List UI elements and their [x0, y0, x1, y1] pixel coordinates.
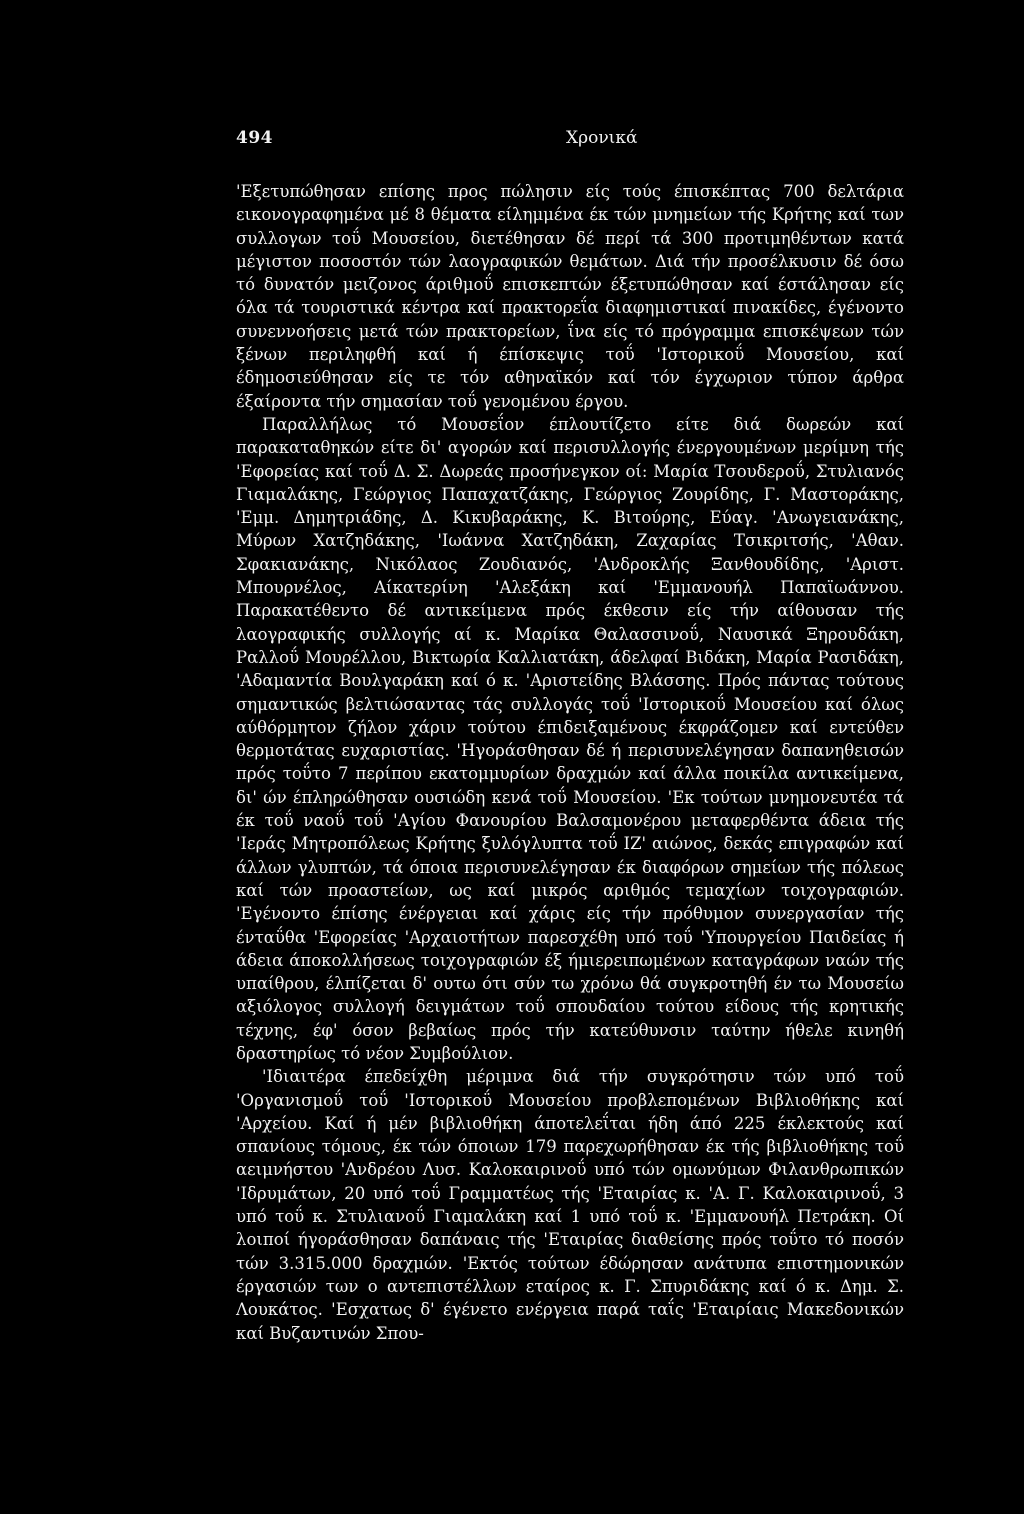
- paragraph-donations-and-acquisitions: Παραλλήλως τό Μουσεΐον έπλουτίζετο είτε διά δωρεών καί παρακαταθηκών είτε δι' αγορών καί περισυλλογής ένεργουμένων μερίμνη τής 'Εφορείας καί τοΰ Δ. Σ. Δωρεάς προσήνεγκον οί: Μαρία Τσουδεροΰ, Στυλιανός Γιαμαλάκης, Γεώργιος Παπαχατζάκης, Γεώργιος Ζουρίδης, Γ. Μαστοράκης, 'Εμμ. Δημητριάδης, Δ. Κικυβαράκης, Κ. Βιτούρης, Εύαγ. 'Ανωγειανάκης, Μύρων Χατζηδάκης, 'Ιωάννα Χατζηδάκη, Ζαχαρίας Τσικριτσής, 'Αθαν. Σφακιανάκης, Νικόλαος Ζουδιανός, 'Ανδροκλής Ξανθουδίδης, 'Αριστ. Μπουρνέλος, Αίκατερίνη 'Αλεξάκη καί 'Εμμανουήλ Παπαϊωάννου. Παρακατέθεντο δέ αντικείμενα πρός έκθεσιν είς τήν αίθουσαν τής λαογραφικής συλλογής αί κ. Μαρίκα Θαλασσινοΰ, Ναυσικά Ξηρουδάκη, Ραλλοΰ Μουρέλλου, Βικτωρία Καλλιατάκη, άδελφαί Βιδάκη, Μαρία Ρασιδάκη, 'Αδαμαντία Βουλγαράκη καί ό κ. 'Αριστείδης Βλάσσης. Πρός πάντας τούτους σημαντικώς βελτιώσαντας τάς συλλογάς τοΰ 'Ιστορικοΰ Μουσείου καί όλως αύθόρμητον ζήλον χάριν τούτου έπιδειξαμένους έκφράζομεν καί εντεύθεν θερμοτάτας ευχαριστίας. 'Ηγοράσθησαν δέ ή περισυνελέγησαν δαπανηθεισών πρός τοΰτο 7 περίπου εκατομμυρίων δραχμών καί άλλα ποικίλα αντικείμενα, δι' ών έπληρώθησαν ουσιώδη κενά τοΰ Μουσείου. 'Εκ τούτων μνημονευτέα τά έκ τοΰ ναοΰ τοΰ 'Αγίου Φανουρίου Βαλσαμονέρου μεταφερθέντα άδεια τής 'Ιεράς Μητροπόλεως Κρήτης ξυλόγλυπτα τοΰ ΙΖ' αιώνος, δεκάς επιγραφών καί άλλων γλυπτών, τά όποια περισυνελέγησαν έκ διαφόρων σημείων τής πόλεως καί τών προαστείων, ως καί μικρός αριθμός τεμαχίων τοιχογραφιών. 'Εγένοντο έπίσης ένέργειαι καί χάρις είς τήν πρόθυμον συνεργασίαν τής ένταΰθα 'Εφορείας 'Αρχαιοτήτων παρεσχέθη υπό τοΰ 'Υπουργείου Παιδείας ή άδεια άποκολλήσεως τοιχογραφιών έξ ήμιερειπωμένων καταγράφων ναών τής υπαίθρου, έλπίζεται δ' ουτω ότι σύν τω χρόνω θά συγκροτηθή έν τω Μουσείω αξιόλογος συλλογή δειγμάτων τοΰ σπουδαίου τούτου είδους τής κρητικής τέχνης, έφ' όσον βεβαίως πρός τήν κατεύθυνσιν ταύτην ήθελε κινηθή δραστηρίως τό νέον Συμβούλιον.: [236, 414, 904, 1063]
- running-head: [236, 128, 904, 158]
- paragraph-postcards-and-promotion: 'Εξετυπώθησαν επίσης προς πώλησιν είς τούς έπισκέπτας 700 δελτάρια εικονογραφημένα μέ 8 θέματα είλημμένα έκ τών μνημείων τής Κρήτης καί των συλλογων τοΰ Μουσείου, διετέθησαν δέ περί τά 300 προτιμηθέντων κατά μέγιστον ποσοστόν τών λαογραφικών θεμάτων. Διά τήν προσέλκυσιν δέ όσω τό δυνατόν μειζονος άριθμοΰ επισκεπτών έξετυπώθησαν καί έστάλησαν είς όλα τά τουριστικά κέντρα καί πρακτορεΐα διαφημιστικαί πινακίδες, έγένοντο συνεννοήσεις μετά τών πρακτορείων, ΐνα είς τό πρόγραμμα επισκέψεων τών ξένων περιληφθή καί ή έπίσκεψις τοΰ 'Ιστορικοΰ Μουσείου, καί έδημοσιεύθησαν είς τε τόν αθηναϊκόν καί τόν έγχωριον τύπον άρθρα έξαίροντα τήν σημασίαν τοΰ γενομένου έργου.: [236, 182, 904, 411]
- paragraph-library-and-archive: 'Ιδιαιτέρα έπεδείχθη μέριμνα διά τήν συγκρότησιν τών υπό τοΰ 'Οργανισμοΰ τοΰ 'Ιστορικοΰ Μουσείου προβλεπομένων Βιβλιοθήκης καί 'Αρχείου. Καί ή μέν βιβλιοθήκη άποτελεΐται ήδη άπό 225 έκλεκτούς καί σπανίους τόμους, έκ τών όποιων 179 παρεχωρήθησαν έκ τής βιβλιοθήκης τοΰ αειμνήστου 'Ανδρέου Λυσ. Καλοκαιρινοΰ υπό τών ομωνύμων Φιλανθρωπικών 'Ιδρυμάτων, 20 υπό τοΰ Γραμματέως τής 'Εταιρίας κ. 'Α. Γ. Καλοκαιρινοΰ, 3 υπό τοΰ κ. Στυλιανοΰ Γιαμαλάκη καί 1 υπό τοΰ κ. 'Εμμανουήλ Πετράκη. Οί λοιποί ήγοράσθησαν δαπάναις τής 'Εταιρίας διαθείσης πρός τοΰτο τό ποσόν τών 3.315.000 δραχμών. 'Εκτός τούτων έδώρησαν ανάτυπα επιστημονικών έργασιών των ο αντεπιστέλλων εταίρος κ. Γ. Σπυριδάκης καί ό κ. Δημ. Σ. Λουκάτος. 'Εσχατως δ' έγένετο ενέργεια παρά ταΐς 'Εταιρίαις Μακεδονικών καί Βυζαντινών Σπου-: [236, 1067, 904, 1343]
- page-number: 494: [236, 128, 273, 148]
- body-text: [236, 180, 904, 1345]
- running-title: Χρονικά: [566, 128, 638, 148]
